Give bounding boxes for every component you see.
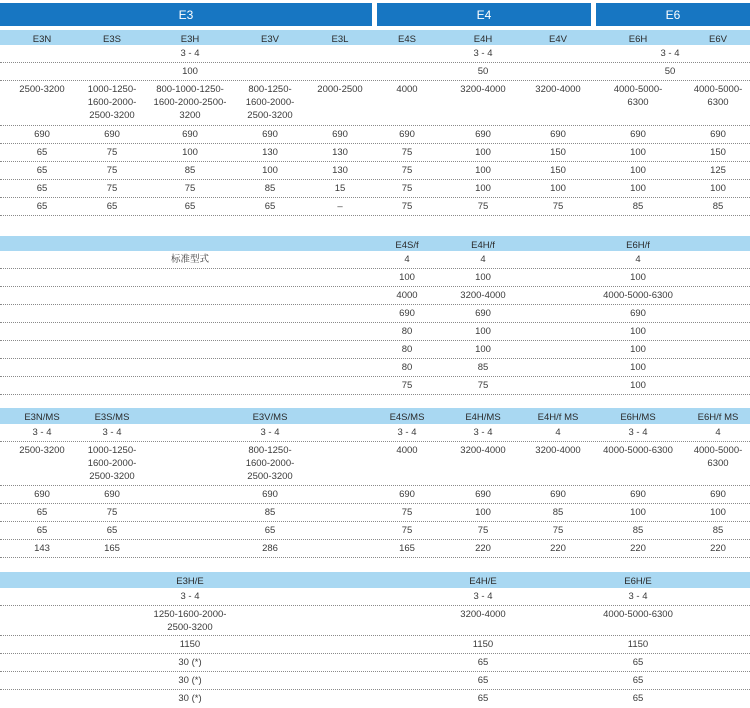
table-cell: 1000-1250-1600-2000-2500-3200 [87, 445, 137, 482]
table-cell: 4 [404, 254, 410, 265]
table-cell: 3 - 4 [473, 591, 493, 602]
table-cell: 75 [106, 165, 118, 176]
table-cell: 100 [475, 147, 491, 158]
table-cell: 690 [710, 489, 726, 500]
table-cell: 690 [262, 489, 278, 500]
table-row [0, 180, 750, 198]
table-cell: 65 [477, 675, 489, 686]
table-cell: 100 [710, 507, 726, 518]
table-cell: 100 [630, 147, 646, 158]
table-cell: 65 [264, 201, 276, 212]
table-row [0, 144, 750, 162]
table-cell: 100 [182, 147, 198, 158]
table-cell: 3200-4000 [460, 609, 506, 620]
table-row [0, 323, 750, 341]
table-cell: 3 - 4 [628, 591, 648, 602]
table-cell: 690 [332, 129, 348, 140]
table-cell: 100 [630, 272, 646, 283]
table-cell: 3 - 4 [180, 591, 200, 602]
col-header: E3S [103, 34, 121, 45]
col-header: E6H/f MS [697, 412, 739, 423]
band-e3: E3 [0, 3, 372, 26]
table-cell: 4000-5000-6300 [603, 445, 673, 456]
table-cell: 690 [399, 308, 415, 319]
table-cell: 3 - 4 [628, 427, 648, 438]
table-cell: 690 [550, 489, 566, 500]
table-row [0, 251, 750, 269]
table-cell: 15 [334, 183, 346, 194]
table-header [0, 30, 750, 45]
table-cell: 690 [399, 489, 415, 500]
table-cell: 800-1250-1600-2000-2500-3200 [245, 84, 295, 121]
table-cell: 130 [262, 147, 278, 158]
table-cell: – [337, 201, 343, 212]
table-cell: 690 [475, 308, 491, 319]
table-e-series [0, 30, 750, 216]
col-header: E4S/f [395, 240, 419, 251]
table-row [0, 341, 750, 359]
col-header: E3H [180, 34, 200, 45]
table-cell: 75 [106, 507, 118, 518]
table-cell: 3200-4000 [460, 445, 506, 456]
table-cell: 65 [632, 675, 644, 686]
table-ms-series [0, 408, 750, 558]
table-cell: 80 [401, 326, 413, 337]
table-row [0, 269, 750, 287]
table-cell: 1000-1250-1600-2000-2500-3200 [87, 84, 137, 121]
table-cell: 4000 [396, 84, 418, 95]
table-cell: 75 [552, 525, 564, 536]
table-cell: 100 [630, 362, 646, 373]
table-cell: 30 (*) [178, 693, 202, 704]
table-cell: 4000-5000-6300 [693, 445, 743, 469]
table-cell: 165 [104, 543, 120, 554]
table-cell: 690 [262, 129, 278, 140]
table-header [0, 572, 750, 588]
table-cell: 3 - 4 [102, 427, 122, 438]
table-cell: 125 [710, 165, 726, 176]
col-header: E4H/f [471, 240, 495, 251]
table-cell: 75 [477, 525, 489, 536]
col-header: E6H/MS [620, 412, 656, 423]
table-cell: 65 [36, 201, 48, 212]
table-cell: 65 [106, 525, 118, 536]
table-cell: 85 [712, 525, 724, 536]
table-cell: 85 [712, 201, 724, 212]
col-header: E4V [549, 34, 567, 45]
table-cell: 65 [477, 693, 489, 704]
table-cell: 75 [401, 147, 413, 158]
table-cell: 100 [630, 326, 646, 337]
table-row [0, 305, 750, 323]
table-cell: 100 [550, 183, 566, 194]
table-cell: 100 [475, 344, 491, 355]
table-cell: 100 [182, 66, 198, 77]
table-cell: 80 [401, 362, 413, 373]
table-row [0, 359, 750, 377]
band-e6: E6 [596, 3, 750, 26]
table-cell: 690 [630, 129, 646, 140]
table-e-variant [0, 572, 750, 707]
table-cell: 65 [184, 201, 196, 212]
table-cell: 100 [630, 507, 646, 518]
table-cell: 65 [632, 693, 644, 704]
table-cell: 75 [401, 201, 413, 212]
table-cell: 150 [550, 147, 566, 158]
col-header: E6V [709, 34, 727, 45]
table-cell: 4000 [396, 290, 418, 301]
table-row [0, 636, 750, 654]
table-cell: 65 [106, 201, 118, 212]
table-cell: 85 [184, 165, 196, 176]
table-cell: 75 [106, 147, 118, 158]
table-cell: 3200-4000 [460, 84, 506, 95]
table-cell: 800-1000-1250-1600-2000-2500-3200 [153, 84, 227, 121]
table-cell: 690 [475, 129, 491, 140]
table-f-series [0, 236, 750, 395]
table-cell: 3 - 4 [260, 427, 280, 438]
table-cell: 1150 [179, 639, 201, 650]
table-cell: 143 [34, 543, 50, 554]
col-header: E3V/MS [252, 412, 288, 423]
table-row [0, 690, 750, 707]
table-row [0, 287, 750, 305]
table-row [0, 588, 750, 606]
table-cell: 75 [477, 201, 489, 212]
col-header: E4S/MS [389, 412, 425, 423]
table-cell: 75 [184, 183, 196, 194]
table-cell: 65 [36, 525, 48, 536]
table-cell: 65 [36, 165, 48, 176]
table-header [0, 408, 750, 424]
table-cell: 220 [710, 543, 726, 554]
table-cell: 690 [630, 308, 646, 319]
table-cell: 3 - 4 [473, 427, 493, 438]
table-cell: 50 [664, 66, 676, 77]
table-row [0, 442, 750, 486]
table-row [0, 63, 750, 81]
table-cell: 690 [34, 489, 50, 500]
table-cell: 75 [401, 525, 413, 536]
table-cell: 690 [104, 489, 120, 500]
table-row [0, 504, 750, 522]
col-header: E4H [473, 34, 493, 45]
table-cell: 4 [480, 254, 486, 265]
table-row [0, 486, 750, 504]
table-cell: 100 [399, 272, 415, 283]
col-header: E3H/E [176, 576, 204, 587]
table-cell: 65 [264, 525, 276, 536]
table-cell: 690 [104, 129, 120, 140]
table-cell: 4000-5000-6300 [603, 290, 673, 301]
table-cell: 3 - 4 [32, 427, 52, 438]
table-cell: 50 [477, 66, 489, 77]
table-cell: 100 [630, 183, 646, 194]
table-row [0, 126, 750, 144]
table-cell: 3 - 4 [660, 48, 680, 59]
table-cell: 4000 [396, 445, 418, 456]
table-row [0, 162, 750, 180]
table-cell: 85 [552, 507, 564, 518]
band-e4: E4 [377, 3, 591, 26]
table-cell: 100 [262, 165, 278, 176]
col-header: E3N/MS [24, 412, 60, 423]
table-cell: 4 [635, 254, 641, 265]
table-cell: 690 [182, 129, 198, 140]
col-header: E3S/MS [94, 412, 130, 423]
table-cell: 130 [332, 165, 348, 176]
table-cell: 220 [550, 543, 566, 554]
table-row [0, 672, 750, 690]
table-row [0, 606, 750, 636]
col-header: E4H/f MS [537, 412, 579, 423]
table-cell: 3200-4000 [535, 84, 581, 95]
col-header: E4H/E [469, 576, 497, 587]
table-cell: 3 - 4 [180, 48, 200, 59]
table-header [0, 236, 750, 251]
table-cell: 75 [477, 380, 489, 391]
table-cell: 100 [475, 507, 491, 518]
table-cell: 100 [710, 183, 726, 194]
table-cell: 690 [710, 129, 726, 140]
table-row [0, 540, 750, 558]
table-cell: 65 [36, 147, 48, 158]
table-row [0, 522, 750, 540]
table-row [0, 424, 750, 442]
table-cell: 1150 [627, 639, 649, 650]
table-cell: 4000-5000-6300 [603, 609, 673, 620]
table-cell: 690 [399, 129, 415, 140]
table-cell: 690 [630, 489, 646, 500]
table-cell: 100 [630, 344, 646, 355]
table-cell: 690 [550, 129, 566, 140]
table-cell: 100 [475, 326, 491, 337]
table-cell: 800-1250-1600-2000-2500-3200 [245, 445, 295, 482]
table-cell: 4 [715, 427, 721, 438]
table-cell: 150 [710, 147, 726, 158]
table-cell: 100 [630, 380, 646, 391]
table-cell: 75 [401, 183, 413, 194]
table-cell: 85 [477, 362, 489, 373]
table-cell: 75 [552, 201, 564, 212]
table-row [0, 198, 750, 216]
table-cell: 1250-1600-2000-2500-3200 [153, 609, 227, 633]
table-row [0, 81, 750, 126]
table-row [0, 377, 750, 395]
table-cell: 85 [264, 507, 276, 518]
table-cell: 3 - 4 [473, 48, 493, 59]
table-cell: 100 [475, 183, 491, 194]
table-cell: 220 [630, 543, 646, 554]
table-cell: 75 [401, 380, 413, 391]
table-cell: 165 [399, 543, 415, 554]
table-cell: 2500-3200 [19, 84, 65, 95]
col-header: E4H/MS [465, 412, 501, 423]
table-cell: 30 (*) [178, 675, 202, 686]
table-cell: 4000-5000-6300 [613, 84, 663, 108]
table-cell: 2000-2500 [317, 84, 363, 95]
table-cell: 4000-5000-6300 [693, 84, 743, 108]
table-cell: 690 [34, 129, 50, 140]
table-cell: 80 [401, 344, 413, 355]
row-label: 标准型式 [170, 254, 209, 265]
col-header: E6H/f [626, 240, 650, 251]
table-cell: 1150 [472, 639, 494, 650]
col-header: E3L [331, 34, 349, 45]
table-cell: 65 [477, 657, 489, 668]
col-header: E3N [32, 34, 52, 45]
table-cell: 286 [262, 543, 278, 554]
table-cell: 65 [36, 507, 48, 518]
table-cell: 3200-4000 [460, 290, 506, 301]
col-header: E6H [628, 34, 648, 45]
table-row [0, 654, 750, 672]
table-cell: 100 [475, 272, 491, 283]
table-cell: 130 [332, 147, 348, 158]
table-cell: 4 [555, 427, 561, 438]
table-cell: 65 [36, 183, 48, 194]
table-cell: 100 [475, 165, 491, 176]
col-header: E6H/E [624, 576, 652, 587]
table-cell: 75 [401, 165, 413, 176]
table-cell: 65 [632, 657, 644, 668]
col-header: E4S [398, 34, 416, 45]
table-cell: 2500-3200 [19, 445, 65, 456]
table-cell: 690 [475, 489, 491, 500]
table-cell: 100 [630, 165, 646, 176]
table-cell: 150 [550, 165, 566, 176]
table-cell: 30 (*) [178, 657, 202, 668]
table-cell: 3200-4000 [535, 445, 581, 456]
table-cell: 85 [264, 183, 276, 194]
table-cell: 85 [632, 201, 644, 212]
col-header: E3V [261, 34, 279, 45]
table-row [0, 45, 750, 63]
table-cell: 75 [106, 183, 118, 194]
table-cell: 75 [401, 507, 413, 518]
table-cell: 220 [475, 543, 491, 554]
table-cell: 3 - 4 [397, 427, 417, 438]
table-cell: 85 [632, 525, 644, 536]
